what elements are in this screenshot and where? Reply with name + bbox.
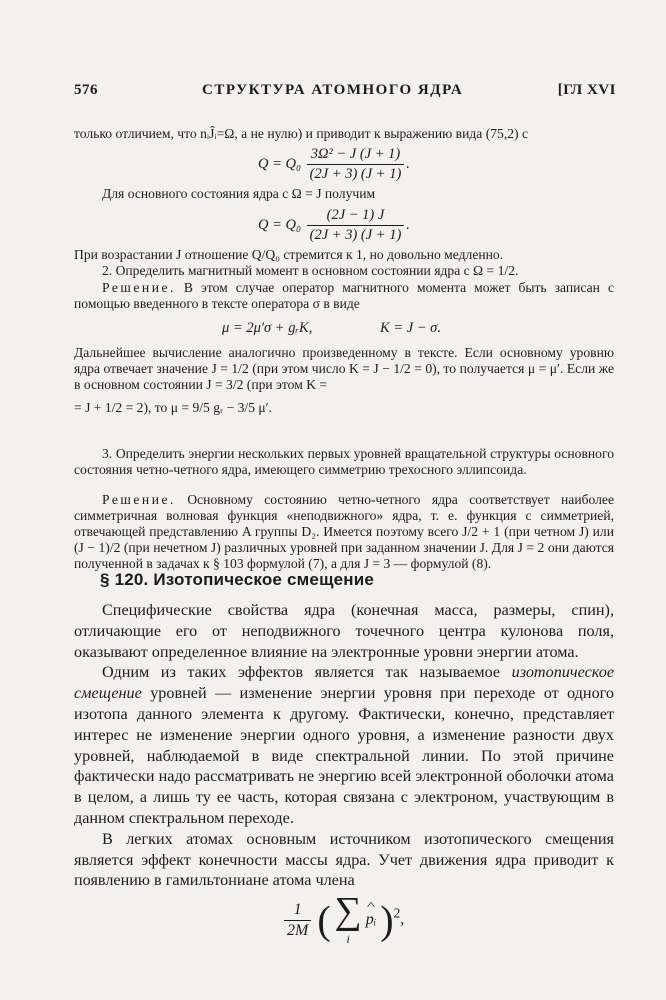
problem-3-title: 3. Определить энергии нескольких первых уровней вращательной структуры основного состояния четно-четного ядра, имеющего симметрию трехосного эллипсоида. [74,446,614,477]
problem-3-text: Основному состоянию четно-четного ядра соответствует наиболее симметричная волновая функция «неподвижного» ядра, т. е. функция с симметрией, отвечающей представлению A группы D₂. Имеется поэтому всего J/2 + 1 (при четном J) или (J − 1)/2 (при нечетном J) различных уровней при заданном значении J. Для J = 2 они даются полученной в задачах к § 103 формулой (7), а для J = 3 — формулой (8). [74,492,614,571]
eq2-fraction [307,207,405,244]
eq1-numerator: 3Ω² − J (J + 1) [307,146,405,165]
paragraph-2 [74,662,614,828]
problem-2-text-b: Дальнейшее вычисление аналогично произведенному в тексте. Если основному уровню ядра отвечает значение J = 1/2 (при этом число K = J − 1/2 = 0), то получается μ = μ′. Если же в основном состоянии J = 3/2 (при этом K = [74,345,614,392]
paragraph-3: В легких атомах основным источником изотопического смещения является эффект конечности массы ядра. Учет движения ядра приводит к появлению в гамильтониане атома члена [74,829,614,890]
sum-sign: ∑ [334,890,362,932]
solution-label: Решение. [102,492,176,507]
equation-1: Q = Q₀ $\frac{\text{3Ω² − J (J + 1)}}{(2J + 3) (J + 1)}$ . [258,146,410,182]
running-header [74,82,616,102]
equation-hamiltonian-term [282,892,404,948]
sum-index: i [346,932,350,946]
left-paren: ( [317,897,331,943]
paragraph-2-start: Одним из таких эффектов является так называемое [102,663,501,682]
momentum-term: ^ pᵢ [366,911,377,929]
paragraph-2-rest: уровней — изменение энергии уровня при переходе от одного изотопа данного элемента к другому. Фактически, конечно, представляет интерес не изменение энергии одного уровня, а изменение разности двух уровней, наблюдаемой в виде спектральной линии. По этой причине фактически надо рассматривать не энергию всей электронной оболочки атома в целом, а лишь ту ее часть, которая связана с электроном, участвующим в данном спектральном переходе. [74,684,615,827]
problem-2-title: 2. Определить магнитный момент в основном состоянии ядра с Ω = 1/2. [102,263,519,278]
problem-2-text-a: В этом случае оператор магнитного момента может быть записан с помощью введенного в тексте оператора σ в виде [74,280,614,311]
body-text [74,600,614,891]
problem-2-text-c: = J + 1/2 = 2), то μ = 9/5 gᵣ − 3/5 μ′. [74,400,273,415]
chapter-label: [ГЛ XVI [557,82,616,98]
text-line: Для основного состояния ядра с Ω = J получим [102,186,376,201]
page-number: 576 [74,82,98,98]
sum-block [335,892,362,948]
text-line: только отличием, что nᵢĴᵢ=Ω, а не нулю) и приводит к выражению вида (75,2) с [74,126,528,141]
section-heading: § 120. Изотопическое смещение [100,570,375,589]
final-denominator: 2M [287,921,309,939]
equation-2: Q = Q₀ $\frac{(2J - 1) J}{(2J + 3) (J + 1)}$ . [258,207,410,243]
equation-3-left: μ = 2μ′σ + gᵣK, [222,320,313,336]
eq2-numerator: (2J − 1) J [307,207,405,226]
trailing-comma: , [400,910,405,928]
paragraph-1: Специфические свойства ядра (конечная масса, размеры, спин), отличающие его от неподвижного точечного центра кулонова поля, оказывают определенное влияние на электронные уровни энергии атома. [74,601,614,661]
eq2-lhs: Q = Q₀ [258,216,302,233]
final-numerator: 1 [284,901,311,921]
solution-label: Решение. [102,280,176,295]
eq1-lhs: Q = Q₀ [258,155,302,172]
final-fraction [284,901,311,940]
text-line: При возрастании J отношение Q/Q₀ стремится к 1, но довольно медленно. [74,247,504,262]
equation-3-right: K = J − σ. [380,320,441,336]
running-title: СТРУКТУРА АТОМНОГО ЯДРА [202,82,464,98]
eq1-denominator: (2J + 3) (J + 1) [309,166,402,182]
problem-2-solution [74,280,614,314]
eq1-fraction [307,146,405,183]
problem-3-solution [74,492,614,574]
power: 2 [393,905,401,921]
eq2-denominator: (2J + 3) (J + 1) [309,227,402,243]
term-isotope-shift: изотопическое смещение [74,663,615,703]
right-paren: ) [380,897,394,943]
